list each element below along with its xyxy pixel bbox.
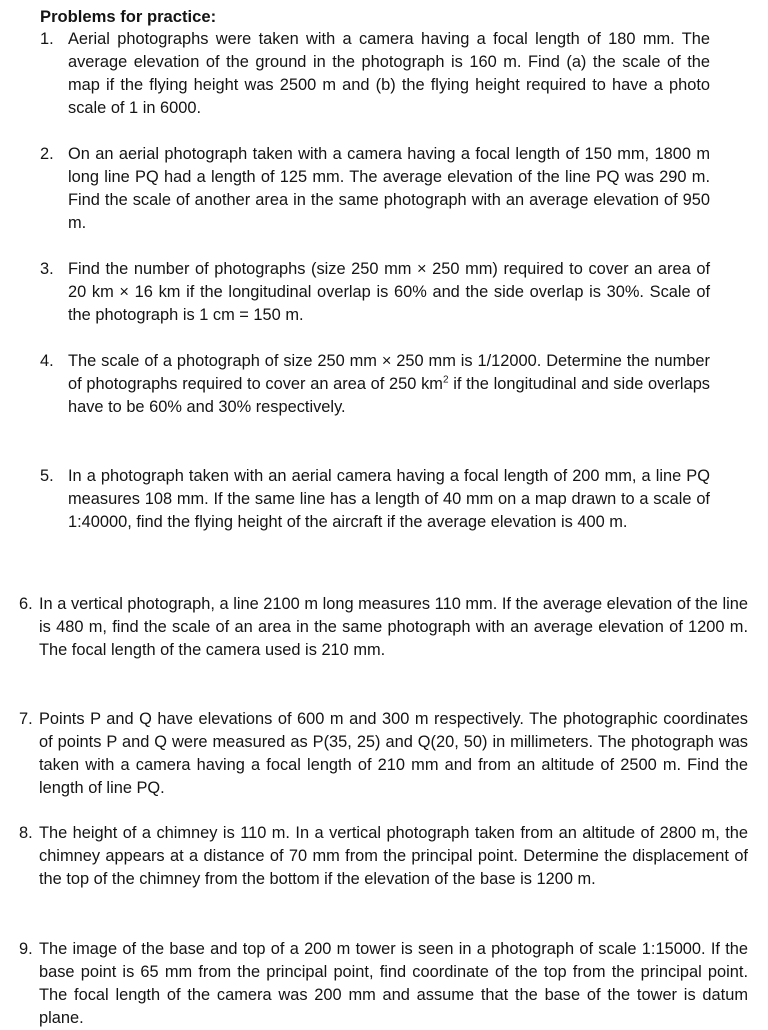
problem-item-3 [40, 258, 710, 327]
problem-number: 6. [19, 595, 33, 613]
problem-number: 4. [40, 352, 54, 370]
problem-item-2 [40, 143, 710, 235]
problem-item-4 [40, 350, 710, 419]
problem-number: 1. [40, 30, 54, 48]
problem-text: Find the number of photographs (size 250 mm × 250 mm) required to cover an area of 20 km × 16 km if the longitudinal overlap is 60% and the side overlap is 30%. Scale of the photograph is 1 cm = 150 m. [68, 260, 710, 324]
problem-number: 9. [19, 940, 33, 958]
problem-text: Aerial photographs were taken with a camera having a focal length of 180 mm. The average elevation of the ground in the photograph is 160 m. Find (a) the scale of the map if the flying height was 2500 m and (b) the flying height required to have a photo scale of 1 in 6000. [68, 30, 710, 117]
page-title: Problems for practice: [40, 7, 217, 26]
problem-text-part: The scale of a photograph of size 250 mm × 250 mm is 1/12000. Determine the number of photographs required to cover an area of 250 km [68, 352, 710, 393]
problem-number: 5. [40, 467, 54, 485]
problem-item-1 [40, 28, 710, 120]
problem-text [68, 350, 710, 419]
problem-text-part: if the longitudinal and side overlaps have to be 60% and 30% respectively. [68, 375, 711, 416]
problem-text: The height of a chimney is 110 m. In a vertical photograph taken from an altitude of 2800 m, the chimney appears at a distance of 70 mm from the principal point. Determine the displacement of the top of the chimney from the bottom if the elevation of the base is 1200 m. [39, 824, 748, 888]
problem-text: On an aerial photograph taken with a camera having a focal length of 150 mm, 1800 m long line PQ had a length of 125 mm. The average elevation of the line PQ was 290 m. Find the scale of another area in the same photograph with an average elevation of 950 m. [68, 145, 710, 232]
superscript: 2 [442, 374, 449, 386]
problem-text: In a vertical photograph, a line 2100 m long measures 110 mm. If the average elevation of the line is 480 m, find the scale of an area in the same photograph with an average elevation of 1200 m. The focal length of the camera used is 210 mm. [39, 595, 762, 659]
problem-number: 8. [19, 824, 33, 842]
problem-text: The image of the base and top of a 200 m tower is seen in a photograph of scale 1:15000. If the base point is 65 mm from the principal point, find coordinate of the top from the principal point. The focal length of the camera was 200 mm and assume that the base of the tower is datum plane. [39, 940, 748, 1027]
problem-number: 7. [19, 710, 33, 728]
problem-text: In a photograph taken with an aerial camera having a focal length of 200 mm, a line PQ measures 108 mm. If the same line has a length of 40 mm on a map drawn to a scale of 1:40000, find the flying height of the aircraft if the average elevation is 400 m. [68, 467, 710, 531]
problem-text: Points P and Q have elevations of 600 m and 300 m respectively. The photographic coordinates of points P and Q were measured as P(35, 25) and Q(20, 50) in millimeters. The photograph was taken with a camera having a focal length of 210 mm and from an altitude of 2500 m. Find the length of line PQ. [39, 710, 748, 797]
problem-item-5 [40, 465, 710, 534]
problem-number: 3. [40, 260, 54, 278]
problem-number: 2. [40, 145, 54, 163]
problem-item-9 [19, 938, 748, 1030]
problem-item-7 [19, 708, 748, 800]
problem-item-8 [19, 822, 748, 891]
problem-item-6 [19, 593, 762, 662]
